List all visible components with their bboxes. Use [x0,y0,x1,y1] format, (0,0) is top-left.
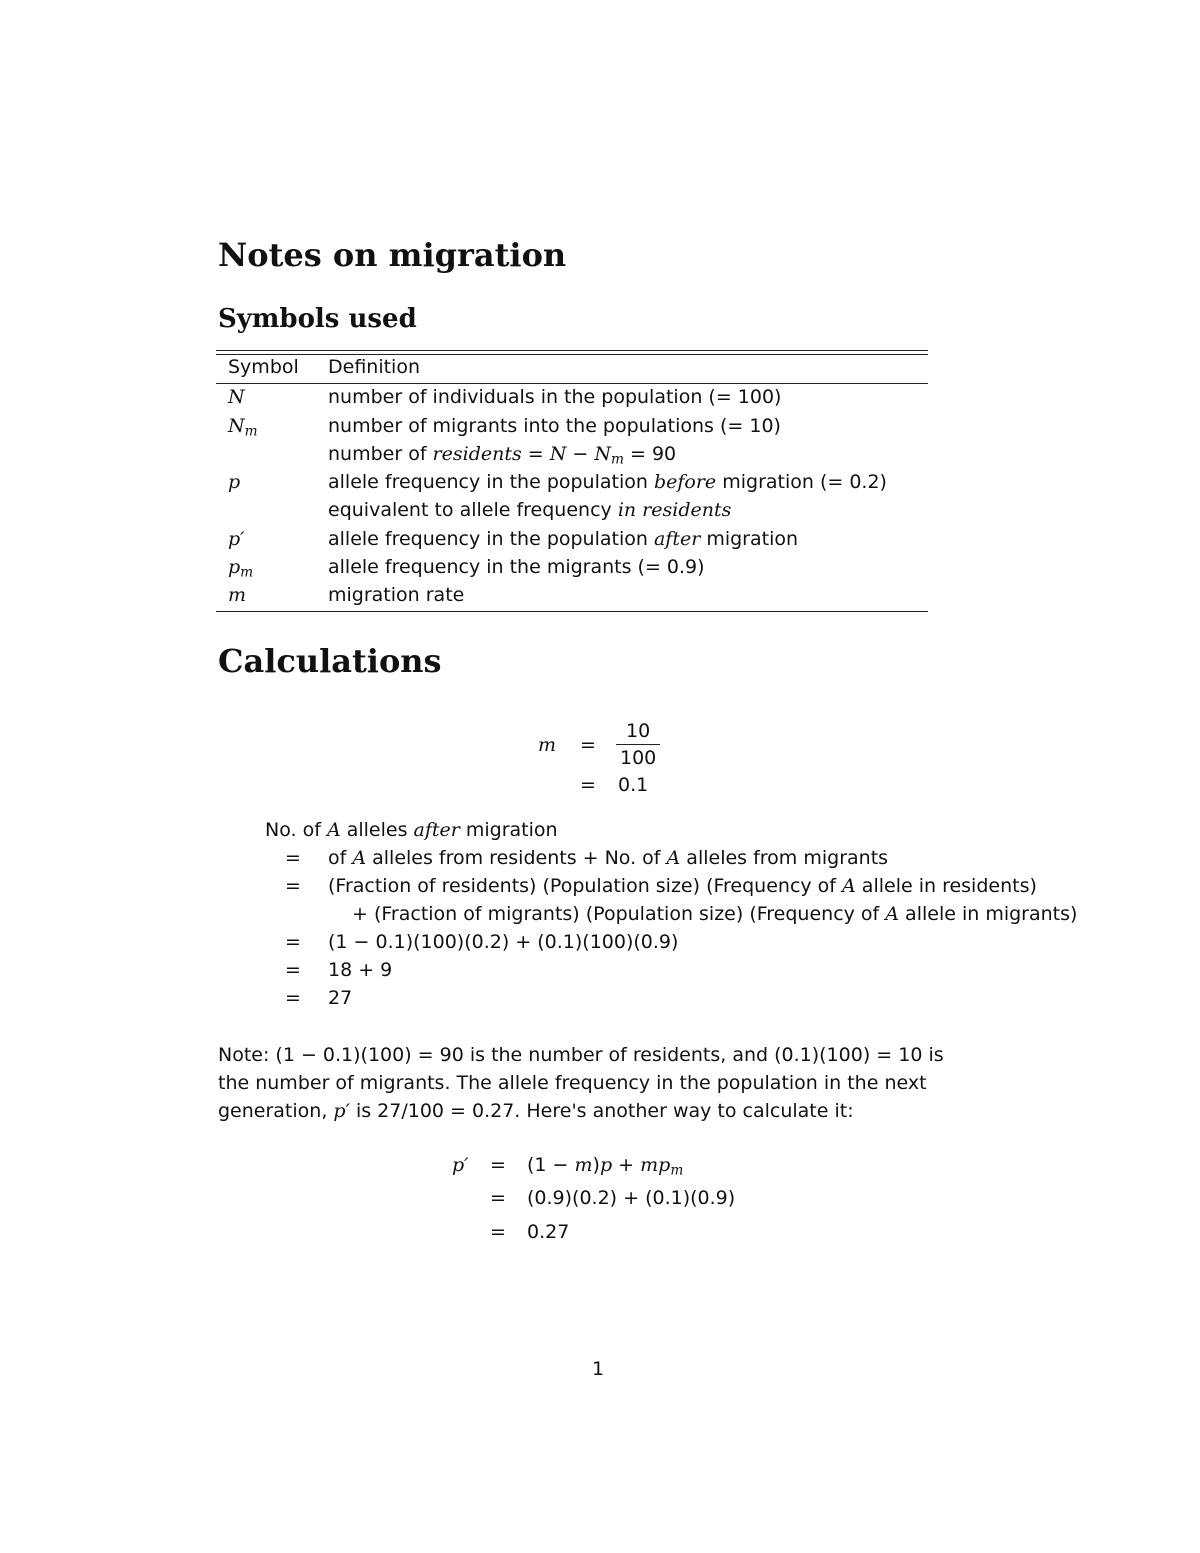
page-number: 1 [592,1358,605,1380]
m-fraction [616,718,660,771]
p-prime-line: (0.9)(0.2) + (0.1)(0.9) [527,1187,736,1209]
symbol-cell: p′ [228,527,245,550]
calculations-heading: Calculations [218,642,442,680]
table-top-rule-1 [216,350,928,351]
derivation-line: + (Fraction of migrants) (Population size) (Frequency of A allele in migrants) [352,903,1078,925]
table-header-row [216,354,928,382]
m-result: 0.1 [618,774,649,796]
equals-sign: = [490,1221,506,1243]
derivation-line: 27 [328,987,353,1009]
definition-cell: equivalent to allele frequency in residents [328,499,732,522]
symbols-heading: Symbols used [218,304,417,334]
p-prime-line: $(1 - m)p + mp_m$ [527,1154,684,1179]
equals-sign: = [490,1154,506,1176]
equals-sign: = [285,847,301,869]
symbols-table [216,354,928,611]
p-prime-line: 0.27 [527,1221,570,1243]
definition-cell: number of residents = $N - N_m = 90$ [328,442,677,468]
equals-sign: = [490,1187,506,1209]
table-row [216,526,928,554]
table-row [216,413,928,441]
definition-cell: number of individuals in the population (= 100) [328,386,782,409]
definition-cell: allele frequency in the migrants (= 0.9) [328,556,705,579]
note-line-2: the number of migrants. The allele frequency in the population in the next [218,1072,927,1094]
header-definition: Definition [328,356,421,378]
table-row [216,469,928,497]
symbol-cell: N [228,386,245,409]
table-row [216,554,928,582]
equals-sign: = [285,987,301,1009]
symbol-cell: p [228,471,241,494]
definition-cell: allele frequency in the population before migration (= 0.2) [328,471,887,494]
m-denominator: 100 [620,747,657,769]
table-row [216,497,928,525]
table-row [216,384,928,412]
symbol-cell: $p_m$ [228,556,254,581]
definition-cell: migration rate [328,584,465,607]
derivation-line: (1 − 0.1)(100)(0.2) + (0.1)(100)(0.9) [328,931,679,953]
equals-sign: = [285,875,301,897]
note-line-1: Note: (1 − 0.1)(100) = 90 is the number of residents, and (0.1)(100) = 10 is [218,1044,944,1066]
table-row [216,441,928,469]
p-prime-lhs: p′ [452,1154,469,1176]
derivation-line: (Fraction of residents) (Population size) (Frequency of A allele in residents) [328,875,1037,897]
header-symbol: Symbol [228,356,299,378]
equals-sign: = [285,931,301,953]
definition-cell: number of migrants into the populations (= 10) [328,414,781,437]
definition-cell: allele frequency in the population after migration [328,527,799,550]
table-bottom-rule [216,611,928,612]
derivation-line: of A alleles from residents + No. of A alleles from migrants [328,847,889,869]
table-row [216,582,928,610]
derivation-line: 18 + 9 [328,959,393,981]
derivation-intro: No. of A alleles after migration [265,819,558,841]
m-equals-2: = [580,774,596,796]
symbol-cell: m [228,584,247,607]
m-lhs: m [538,734,557,756]
equals-sign: = [285,959,301,981]
page-title: Notes on migration [218,236,567,274]
m-numerator: 10 [616,718,660,745]
note-line-3: generation, p′ is 27/100 = 0.27. Here's another way to calculate it: [218,1100,854,1122]
m-equals: = [580,734,596,756]
symbol-cell: $N_m$ [228,414,258,439]
